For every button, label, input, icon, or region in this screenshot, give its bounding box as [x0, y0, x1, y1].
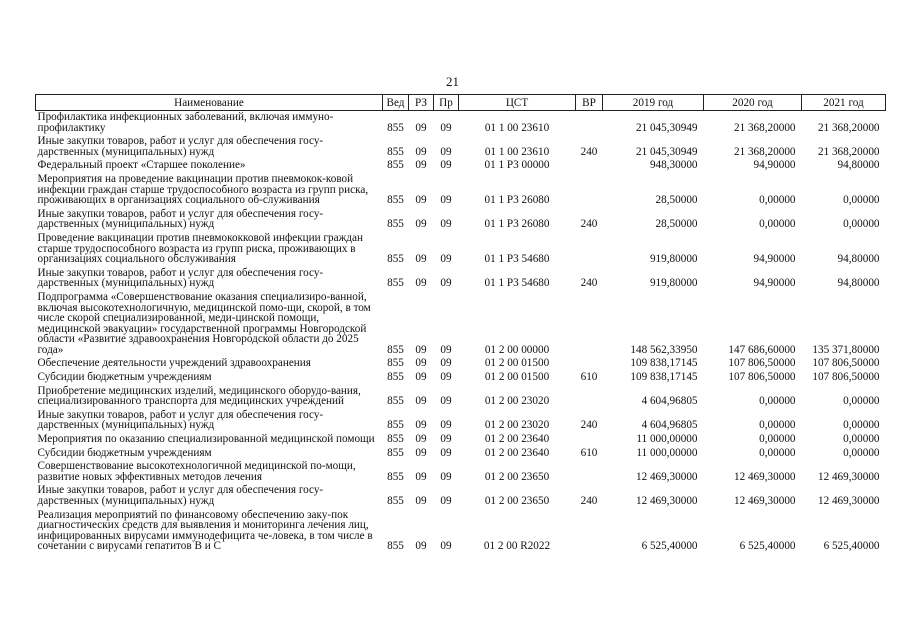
header-2021: 2021 год [802, 95, 886, 111]
cell-y2019: 21 045,30949 [635, 145, 698, 158]
cell-cst: 01 2 00 01500 [484, 357, 550, 370]
cell-name: Субсидии бюджетным учреждениям [37, 446, 212, 459]
table-row [36, 291, 886, 358]
header-name: Наименование [36, 95, 383, 111]
cell-name: Приобретение медицинских изделий, медицинского оборудо-вания, специализированного транспорта для медицинских учреждений [37, 384, 361, 408]
cell-rz: 09 [415, 495, 427, 507]
cell-pr: 09 [440, 470, 452, 483]
cell-ved: 855 [387, 446, 404, 459]
cell-pr: 09 [440, 343, 452, 356]
cell-y2019: 919,80000 [649, 277, 698, 290]
cell-y2020: 21 368,20000 [733, 121, 796, 134]
cell-pr: 09 [440, 495, 452, 507]
table-row [36, 357, 886, 371]
cell-vr [576, 173, 603, 208]
cell-cst: 01 1 P3 26080 [484, 218, 550, 231]
cell-y2021: 0,00000 [843, 395, 880, 408]
cell-y2021: 0,00000 [843, 194, 880, 207]
cell-y2019: 12 469,30000 [635, 495, 698, 507]
header-row [36, 95, 886, 111]
cell-pr: 09 [440, 371, 452, 384]
cell-ved: 855 [387, 159, 404, 172]
cell-y2021: 0,00000 [843, 218, 880, 231]
cell-ved: 855 [387, 218, 404, 231]
cell-vr [576, 291, 603, 358]
cell-y2020: 12 469,30000 [733, 495, 796, 507]
table-row [36, 371, 886, 385]
cell-ved: 855 [387, 121, 404, 134]
cell-y2021: 94,80000 [837, 277, 880, 290]
header-ved: Вед [383, 95, 409, 111]
cell-y2019: 6 525,40000 [641, 540, 698, 553]
cell-name: Иные закупки товаров, работ и услуг для обеспечения госу-дарственных (муниципальных) нужд [37, 135, 324, 158]
cell-y2021: 135 371,80000 [812, 343, 880, 356]
table-row [36, 159, 886, 173]
cell-vr [576, 460, 603, 484]
cell-rz: 09 [415, 395, 427, 408]
cell-cst: 01 2 00 23640 [484, 446, 550, 459]
cell-rz: 09 [415, 371, 427, 384]
cell-vr [576, 509, 603, 554]
cell-y2021: 94,80000 [837, 159, 880, 172]
cell-y2019: 4 604,96805 [641, 419, 698, 432]
cell-ved: 855 [387, 145, 404, 158]
cell-cst: 01 2 00 23020 [484, 395, 550, 408]
cell-pr: 09 [440, 218, 452, 231]
cell-name: Субсидии бюджетным учреждениям [37, 371, 212, 384]
cell-pr: 09 [440, 357, 452, 370]
cell-vr [576, 433, 603, 447]
cell-ved: 855 [387, 419, 404, 432]
cell-y2020: 94,90000 [753, 277, 796, 290]
cell-vr: 240 [580, 495, 598, 507]
cell-cst: 01 2 00 23020 [484, 419, 550, 432]
cell-y2021: 0,00000 [843, 446, 880, 459]
cell-y2021: 12 469,30000 [817, 495, 880, 507]
cell-y2019: 28,50000 [655, 218, 698, 231]
cell-y2021: 0,00000 [843, 419, 880, 432]
cell-cst: 01 2 00 R2022 [483, 540, 551, 553]
cell-name: Совершенствование высокотехнологичной медицинской по-мощи, развитие новых эффективных методов лечения [37, 460, 356, 483]
cell-y2020: 6 525,40000 [739, 540, 796, 553]
table-row [36, 484, 886, 508]
cell-name: Обеспечение деятельности учреждений здравоохранения [37, 357, 311, 370]
table-row [36, 433, 886, 447]
cell-vr: 610 [580, 446, 598, 459]
header-rz: РЗ [409, 95, 434, 111]
cell-name: Реализация мероприятий по финансовому обеспечению заку-пок диагностических средств для выявления и мониторинга лечения лиц, инфицированных вирусами иммунодефицита че-ловека, в том числе в сочетании с вирусами гепатитов В и С [37, 508, 373, 553]
cell-rz: 09 [415, 253, 427, 266]
cell-y2019: 948,30000 [649, 159, 698, 172]
cell-pr: 09 [440, 433, 452, 446]
cell-y2020: 0,00000 [759, 446, 796, 459]
cell-vr: 240 [580, 218, 598, 231]
header-cst: ЦСТ [459, 95, 576, 111]
table-row [36, 173, 886, 208]
cell-cst: 01 1 00 23610 [484, 121, 550, 134]
cell-rz: 09 [415, 433, 427, 446]
cell-name: Иные закупки товаров, работ и услуг для обеспечения госу-дарственных (муниципальных) нужд [37, 266, 324, 290]
cell-pr: 09 [440, 194, 452, 207]
cell-y2019: 109 838,17145 [630, 371, 698, 384]
cell-vr: 240 [580, 277, 598, 290]
cell-cst: 01 1 P3 54680 [484, 277, 550, 290]
cell-y2020: 0,00000 [759, 218, 796, 231]
cell-y2019: 11 000,00000 [636, 433, 698, 446]
cell-y2019: 109 838,17145 [630, 357, 698, 370]
cell-ved: 855 [387, 433, 404, 446]
cell-vr: 610 [580, 371, 598, 384]
table-row [36, 409, 886, 433]
table-row [36, 111, 886, 136]
cell-cst: 01 2 00 00000 [484, 343, 550, 356]
table-row [36, 460, 886, 484]
cell-rz: 09 [415, 277, 427, 290]
cell-y2019: 12 469,30000 [635, 470, 698, 483]
cell-y2019: 28,50000 [655, 194, 698, 207]
cell-cst: 01 1 P3 26080 [484, 194, 550, 207]
cell-pr: 09 [440, 159, 452, 172]
cell-cst: 01 1 P3 54680 [484, 253, 550, 266]
cell-vr: 240 [580, 145, 598, 158]
cell-rz: 09 [415, 218, 427, 231]
cell-name: Федеральный проект «Старшее поколение» [37, 159, 246, 172]
cell-pr: 09 [440, 395, 452, 408]
cell-rz: 09 [415, 470, 427, 483]
cell-y2020: 107 806,50000 [728, 357, 796, 370]
cell-vr [576, 159, 603, 173]
cell-rz: 09 [415, 357, 427, 370]
cell-pr: 09 [440, 419, 452, 432]
page-number: 21 [446, 74, 459, 89]
cell-cst: 01 2 00 01500 [484, 371, 550, 384]
cell-y2019: 919,80000 [649, 253, 698, 266]
table-row [36, 509, 886, 554]
cell-cst: 01 2 00 23650 [484, 470, 550, 483]
cell-y2019: 11 000,00000 [636, 446, 698, 459]
cell-ved: 855 [387, 495, 404, 507]
cell-rz: 09 [415, 121, 427, 134]
cell-y2021: 6 525,40000 [823, 540, 880, 553]
cell-y2021: 107 806,50000 [812, 371, 880, 384]
cell-vr: 240 [580, 419, 598, 432]
cell-rz: 09 [415, 343, 427, 356]
cell-y2021: 12 469,30000 [817, 470, 880, 483]
cell-name: Иные закупки товаров, работ и услуг для обеспечения госу-дарственных (муниципальных) нужд [37, 408, 324, 432]
cell-ved: 855 [387, 253, 404, 266]
cell-y2021: 94,80000 [837, 253, 880, 266]
header-vr: ВР [576, 95, 603, 111]
cell-name: Профилактика инфекционных заболеваний, включая иммуно-профилактику [37, 111, 334, 134]
cell-ved: 855 [387, 343, 404, 356]
cell-y2020: 12 469,30000 [733, 470, 796, 483]
cell-vr [576, 111, 603, 136]
cell-y2019: 148 562,33950 [630, 343, 698, 356]
cell-y2019: 21 045,30949 [635, 121, 698, 134]
cell-y2020: 0,00000 [759, 433, 796, 446]
cell-y2020: 0,00000 [759, 194, 796, 207]
cell-ved: 855 [387, 395, 404, 408]
header-2019: 2019 год [603, 95, 704, 111]
table-row [36, 447, 886, 461]
table-row [36, 208, 886, 232]
cell-y2020: 94,90000 [753, 159, 796, 172]
cell-ved: 855 [387, 357, 404, 370]
cell-vr [576, 232, 603, 267]
cell-y2021: 21 368,20000 [817, 145, 880, 158]
cell-name: Иные закупки товаров, работ и услуг для обеспечения госу-дарственных (муниципальных) нужд [37, 207, 324, 231]
cell-cst: 01 1 P3 00000 [484, 159, 550, 172]
cell-rz: 09 [415, 159, 427, 172]
cell-ved: 855 [387, 371, 404, 384]
header-pr: Пр [434, 95, 459, 111]
cell-y2019: 4 604,96805 [641, 395, 698, 408]
table-body [36, 111, 886, 554]
cell-ved: 855 [387, 540, 404, 553]
cell-ved: 855 [387, 470, 404, 483]
cell-name: Мероприятия по оказанию специализированной медицинской помощи [37, 433, 375, 446]
table-row [36, 385, 886, 409]
cell-name: Мероприятия на проведение вакцинации против пневмокок-ковой инфекции граждан старше трудоспособного возраста из групп риска, проживающих в организациях социального об-служивания [37, 172, 369, 207]
table-row [36, 232, 886, 267]
cell-y2020: 0,00000 [759, 395, 796, 408]
cell-y2021: 0,00000 [843, 433, 880, 446]
cell-name: Проведение вакцинации против пневмококковой инфекции граждан старше трудоспособного возраста из групп риска, проживающих в организациях социального обслуживания [37, 231, 363, 266]
cell-name: Иные закупки товаров, работ и услуг для обеспечения госу-дарственных (муниципальных) нужд [37, 484, 324, 507]
cell-rz: 09 [415, 194, 427, 207]
cell-y2020: 147 686,60000 [728, 343, 796, 356]
cell-rz: 09 [415, 446, 427, 459]
cell-cst: 01 2 00 23640 [484, 433, 550, 446]
cell-y2020: 21 368,20000 [733, 145, 796, 158]
cell-pr: 09 [440, 253, 452, 266]
cell-pr: 09 [440, 277, 452, 290]
table-row [36, 267, 886, 291]
header-2020: 2020 год [704, 95, 802, 111]
cell-cst: 01 2 00 23650 [484, 495, 550, 507]
cell-ved: 855 [387, 277, 404, 290]
cell-cst: 01 1 00 23610 [484, 145, 550, 158]
cell-rz: 09 [415, 419, 427, 432]
cell-y2021: 21 368,20000 [817, 121, 880, 134]
cell-rz: 09 [415, 540, 427, 553]
budget-table [35, 94, 886, 554]
cell-y2020: 0,00000 [759, 419, 796, 432]
cell-rz: 09 [415, 145, 427, 158]
cell-y2020: 107 806,50000 [728, 371, 796, 384]
cell-y2020: 94,90000 [753, 253, 796, 266]
cell-ved: 855 [387, 194, 404, 207]
cell-pr: 09 [440, 540, 452, 553]
cell-vr [576, 385, 603, 409]
cell-pr: 09 [440, 121, 452, 134]
cell-vr [576, 357, 603, 371]
cell-pr: 09 [440, 145, 452, 158]
cell-pr: 09 [440, 446, 452, 459]
cell-y2021: 107 806,50000 [812, 357, 880, 370]
cell-name: Подпрограмма «Совершенствование оказания специализиро-ванной, включая высокотехнологичную, медицинской помо-щи, скорой, в том числе скорой специализированной, меди-цинской помощи, медицинской эвакуации» государственной программы Новгородской области «Развитие здравоохранения Новгородской области до 2025 года» [37, 290, 371, 356]
table-row [36, 135, 886, 159]
